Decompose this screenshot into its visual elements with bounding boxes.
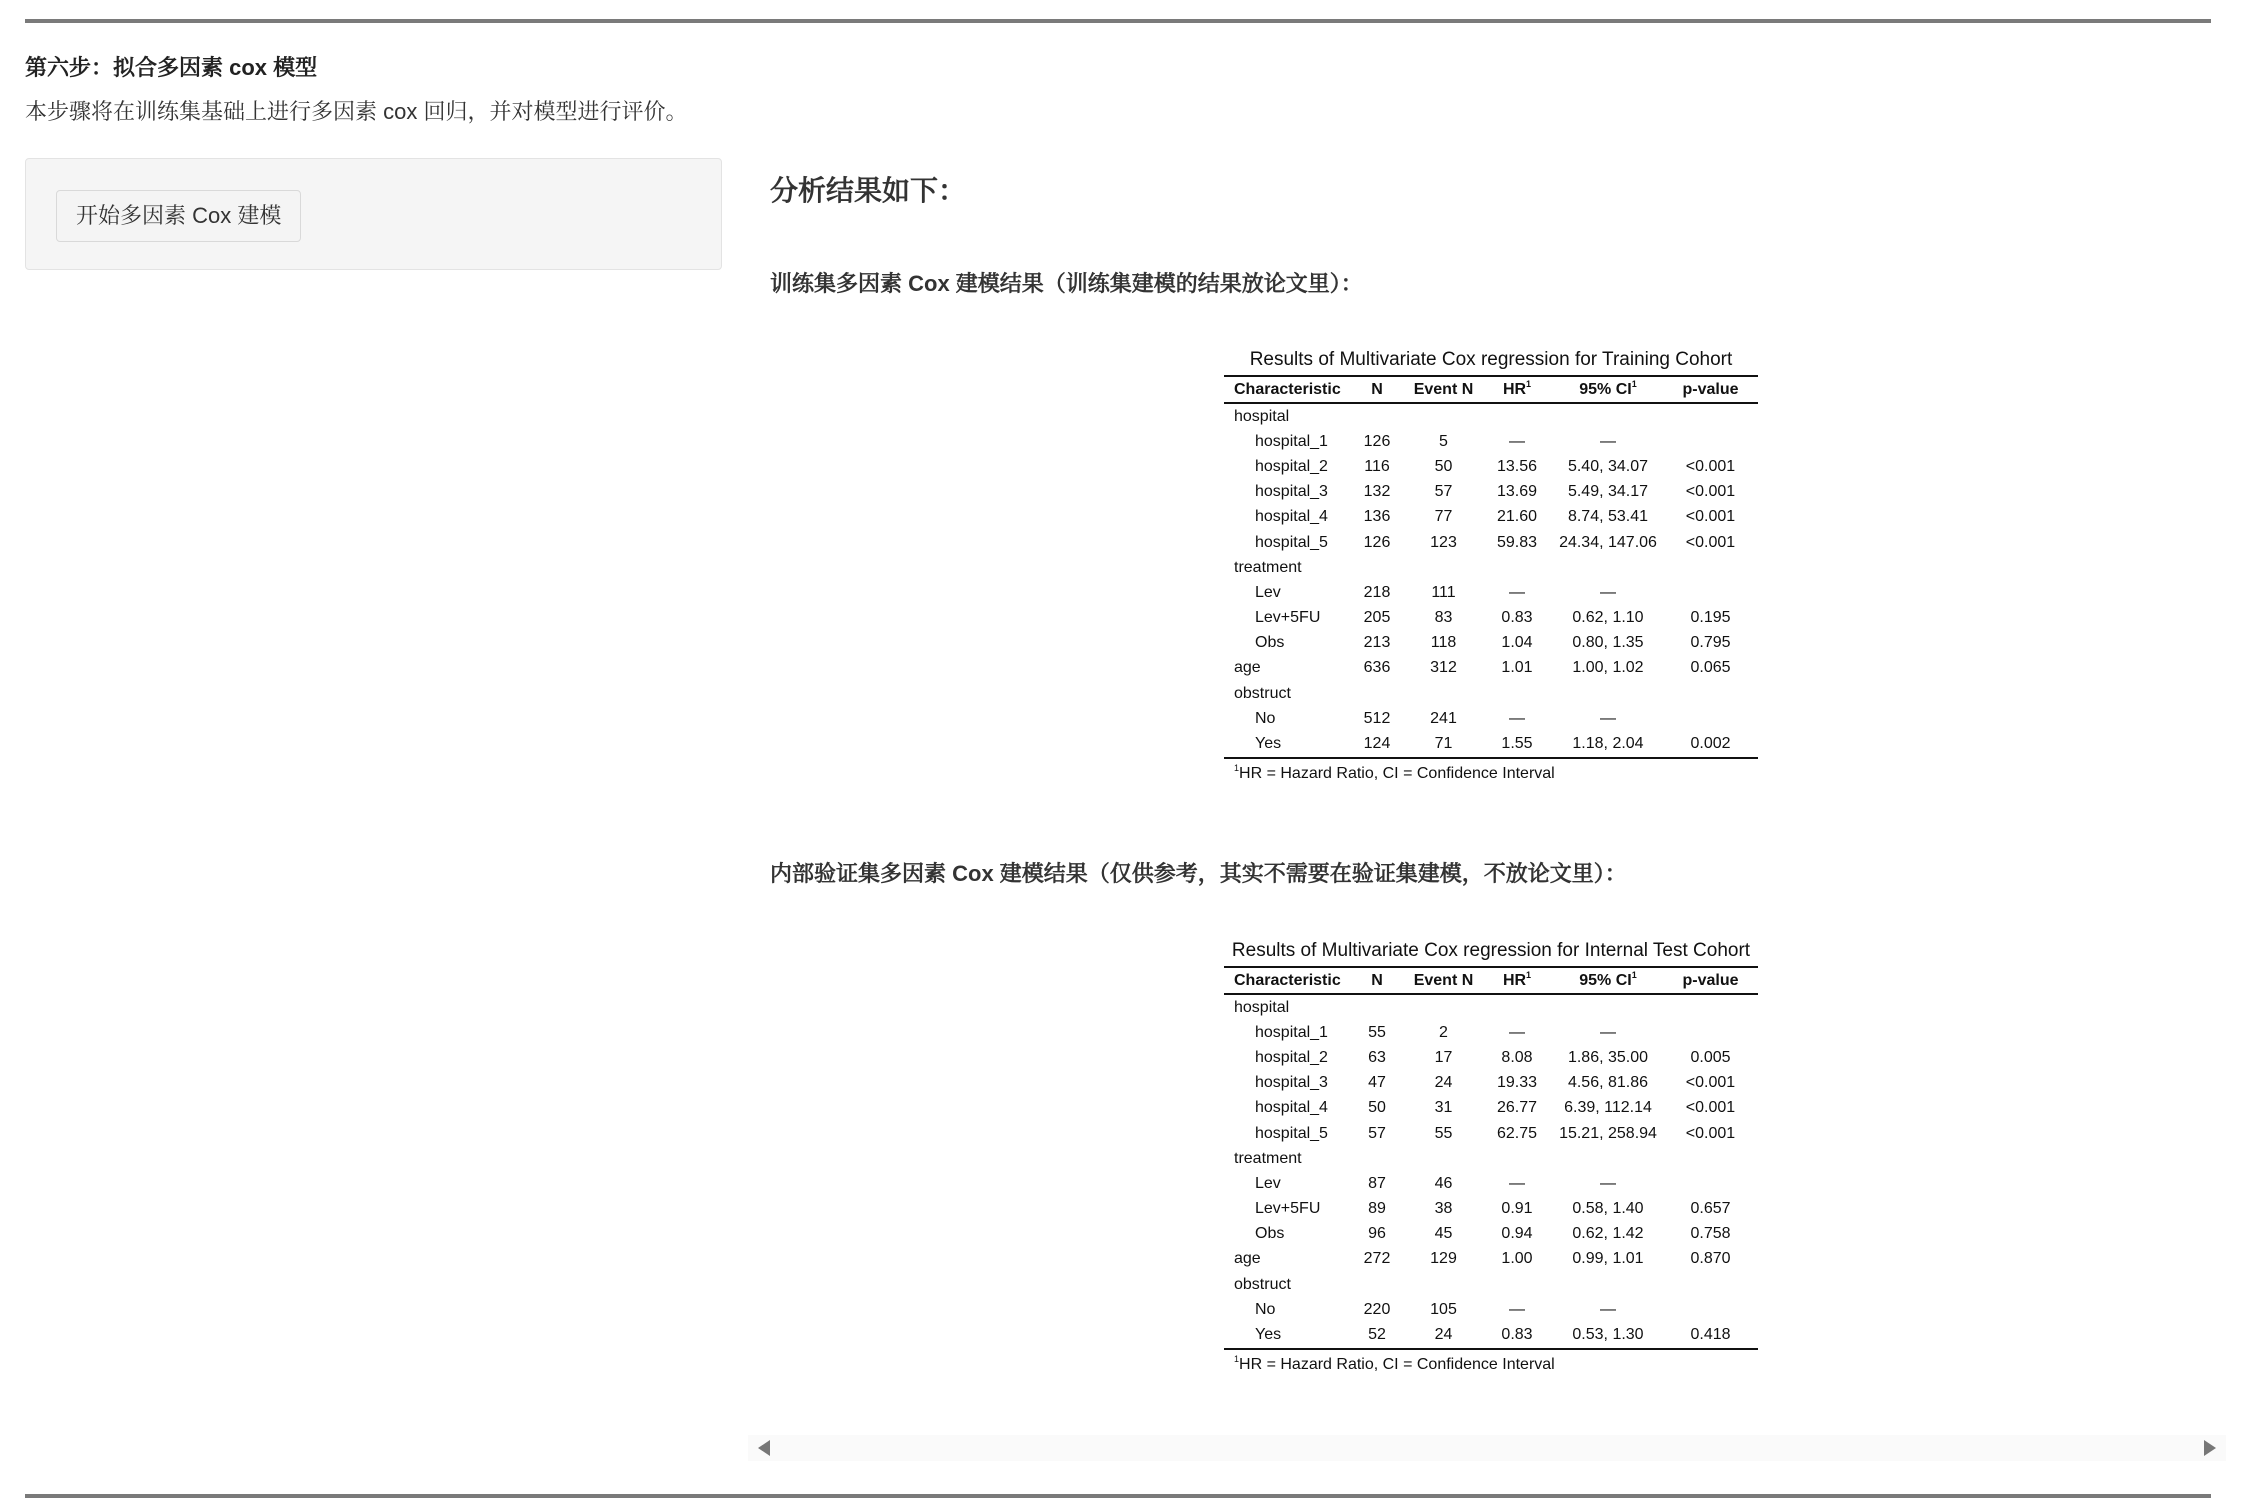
internal-table-footnote: $^1$HR = Hazard Ratio, CI = Confidence Interval [1234, 1353, 1555, 1373]
scroll-right-arrow-icon[interactable] [2204, 1440, 2216, 1456]
table-cell: hospital_3 [1255, 1074, 1328, 1092]
table-cell [1348, 1146, 1406, 1171]
table-cell: 124 [1363, 735, 1391, 753]
table-cell [1663, 580, 1758, 605]
table-cell: 52 [1368, 1326, 1386, 1344]
table-cell: 126 [1363, 432, 1391, 450]
table-cell: 24.34, 147.06 [1559, 533, 1657, 551]
table-cell [1348, 994, 1406, 1020]
table-cell: 8.74, 53.41 [1567, 508, 1649, 526]
table-cell: 55 [1434, 1124, 1453, 1142]
step-description: 本步骤将在训练集基础上进行多因素 cox 回归，并对模型进行评价。 [25, 99, 688, 124]
table-cell [1553, 1146, 1663, 1171]
table-cell: treatment [1234, 558, 1302, 576]
table-cell: 1.04 [1501, 634, 1533, 652]
table-cell: 83 [1434, 609, 1453, 627]
table-row [1224, 480, 1758, 505]
table-cell: 0.195 [1690, 609, 1731, 627]
table-row [1224, 505, 1758, 530]
table-cell: hospital_2 [1255, 1048, 1328, 1066]
table-cell: 45 [1434, 1225, 1453, 1243]
table-row [1224, 606, 1758, 631]
training-regression-table [1224, 375, 1758, 759]
table-cell: 0.83 [1501, 1326, 1533, 1344]
table-cell: <0.001 [1685, 1074, 1736, 1092]
table-cell: 111 [1431, 583, 1456, 601]
table-cell [1553, 1272, 1663, 1297]
table-cell: <0.001 [1685, 483, 1736, 501]
table-cell: 13.56 [1496, 457, 1538, 475]
table-cell: Obs [1255, 634, 1285, 652]
table-row [1224, 731, 1758, 757]
table-cell [1663, 429, 1758, 454]
internal-regression-table-block [1224, 936, 1758, 1374]
table-row [1224, 1121, 1758, 1146]
table-cell: 50 [1434, 457, 1453, 475]
table-cell: 123 [1430, 533, 1457, 551]
table-cell: 96 [1368, 1225, 1386, 1243]
internal-results-heading: 内部验证集多因素 Cox 建模结果（仅供参考，其实不需要在验证集建模，不放论文里）： [770, 861, 1627, 886]
table-cell: 46 [1434, 1174, 1453, 1192]
table-cell: 0.005 [1690, 1048, 1731, 1066]
table-cell: — [1509, 1300, 1525, 1318]
table-cell: 4.56, 81.86 [1567, 1074, 1649, 1092]
table-cell [1663, 1297, 1758, 1322]
table-cell: 17 [1434, 1048, 1453, 1066]
table-cell: 1.01 [1501, 659, 1533, 677]
table-cell: 0.99, 1.01 [1572, 1250, 1644, 1268]
table-cell: — [1509, 1023, 1525, 1041]
table-cell [1406, 403, 1481, 429]
table-cell [1663, 1171, 1758, 1196]
training-regression-table-block [1224, 345, 1758, 783]
header-characteristic: Characteristic [1234, 971, 1341, 989]
table-cell: 77 [1434, 508, 1453, 526]
table-row [1224, 656, 1758, 681]
header-n: N [1371, 380, 1383, 398]
table-row [1224, 1322, 1758, 1348]
table-cell: hospital_1 [1255, 432, 1328, 450]
table-cell: 15.21, 258.94 [1559, 1124, 1657, 1142]
training-table-footnote: $^1$HR = Hazard Ratio, CI = Confidence Interval [1234, 762, 1555, 782]
table-header-row [1224, 967, 1758, 994]
horizontal-scrollbar[interactable] [748, 1435, 2226, 1461]
table-row [1224, 706, 1758, 731]
table-cell [1663, 1146, 1758, 1171]
table-cell: 55 [1368, 1023, 1386, 1041]
table-cell: Yes [1255, 735, 1282, 753]
table-cell: <0.001 [1685, 1124, 1736, 1142]
table-cell: 136 [1363, 508, 1391, 526]
table-cell: 0.758 [1690, 1225, 1731, 1243]
table-row [1224, 1272, 1758, 1297]
table-cell [1406, 1272, 1481, 1297]
table-cell: 0.62, 1.10 [1572, 609, 1644, 627]
table-row [1224, 994, 1758, 1020]
table-cell [1481, 555, 1553, 580]
table-row [1224, 530, 1758, 555]
table-cell [1481, 403, 1553, 429]
table-cell: 71 [1434, 735, 1453, 753]
table-cell: 6.39, 112.14 [1564, 1099, 1652, 1117]
table-cell: — [1600, 1023, 1616, 1041]
table-cell [1406, 555, 1481, 580]
table-header-row [1224, 376, 1758, 403]
table-row [1224, 1222, 1758, 1247]
table-cell: age [1234, 659, 1261, 677]
table-cell: 636 [1363, 659, 1391, 677]
table-cell: 57 [1368, 1124, 1386, 1142]
table-cell: No [1255, 1300, 1276, 1318]
table-cell: 220 [1363, 1300, 1391, 1318]
table-cell: 50 [1368, 1099, 1386, 1117]
table-cell: treatment [1234, 1149, 1302, 1167]
table-cell: — [1509, 583, 1525, 601]
header-ci: 95% $CI^1$ [1579, 969, 1637, 989]
training-results-heading: 训练集多因素 Cox 建模结果（训练集建模的结果放论文里）： [770, 271, 1363, 296]
table-cell: 205 [1363, 609, 1391, 627]
table-cell: 132 [1363, 483, 1391, 501]
table-cell: — [1509, 432, 1525, 450]
table-cell: 1.00 [1501, 1250, 1533, 1268]
table-cell: — [1509, 709, 1525, 727]
table-cell: 13.69 [1496, 483, 1538, 501]
table-cell: 57 [1434, 483, 1453, 501]
table-cell: 47 [1368, 1074, 1386, 1092]
table-row [1224, 580, 1758, 605]
table-cell: 512 [1363, 709, 1391, 727]
table-cell [1481, 1272, 1553, 1297]
table-cell: 0.065 [1690, 659, 1731, 677]
table-cell: 21.60 [1496, 508, 1538, 526]
header-hr: $HR^1$ [1502, 969, 1532, 989]
table-cell: obstruct [1234, 684, 1291, 702]
table-cell: 0.002 [1690, 735, 1731, 753]
table-cell: No [1255, 709, 1276, 727]
table-cell [1481, 1146, 1553, 1171]
table-cell [1406, 994, 1481, 1020]
table-cell [1663, 681, 1758, 706]
table-cell [1348, 1272, 1406, 1297]
header-p-value: p-value [1682, 380, 1739, 398]
table-cell: age [1234, 1250, 1261, 1268]
table-cell: Obs [1255, 1225, 1285, 1243]
table-row [1224, 631, 1758, 656]
table-row [1224, 681, 1758, 706]
header-characteristic: Characteristic [1234, 380, 1341, 398]
table-row [1224, 1171, 1758, 1196]
table-cell: 0.58, 1.40 [1572, 1200, 1644, 1218]
table-row [1224, 1146, 1758, 1171]
internal-table-title: Results of Multivariate Cox regression for Internal Test Cohort [1231, 940, 1751, 961]
table-cell: — [1600, 583, 1616, 601]
table-row [1224, 1020, 1758, 1045]
table-cell [1553, 994, 1663, 1020]
table-cell: — [1600, 709, 1616, 727]
table-cell: 0.80, 1.35 [1572, 634, 1644, 652]
table-cell [1663, 1020, 1758, 1045]
table-cell [1406, 1146, 1481, 1171]
table-cell: hospital_3 [1255, 483, 1328, 501]
table-cell [1348, 681, 1406, 706]
table-cell: 105 [1430, 1300, 1457, 1318]
table-row [1224, 555, 1758, 580]
table-cell: 0.418 [1690, 1326, 1731, 1344]
table-cell: 24 [1434, 1326, 1453, 1344]
table-cell: 0.62, 1.42 [1572, 1225, 1644, 1243]
table-cell: 1.18, 2.04 [1572, 735, 1644, 753]
table-cell: 8.08 [1501, 1048, 1533, 1066]
table-cell: 31 [1434, 1099, 1453, 1117]
table-cell: — [1600, 432, 1616, 450]
table-cell: 118 [1430, 634, 1457, 652]
bottom-divider [25, 1494, 2211, 1498]
table-cell: hospital [1234, 998, 1290, 1016]
table-cell: 63 [1368, 1048, 1386, 1066]
table-row [1224, 429, 1758, 454]
header-n: N [1371, 971, 1383, 989]
table-cell: 116 [1364, 457, 1390, 475]
table-cell: — [1600, 1300, 1616, 1318]
table-cell: <0.001 [1685, 508, 1736, 526]
table-cell [1553, 403, 1663, 429]
table-row [1224, 1045, 1758, 1070]
table-cell: <0.001 [1685, 533, 1736, 551]
table-cell: 0.795 [1690, 634, 1731, 652]
table-cell [1481, 994, 1553, 1020]
table-cell [1348, 555, 1406, 580]
table-row [1224, 1071, 1758, 1096]
table-row [1224, 1247, 1758, 1272]
table-cell: 87 [1368, 1174, 1386, 1192]
table-cell: 0.657 [1690, 1200, 1731, 1218]
table-cell: 26.77 [1496, 1099, 1538, 1117]
table-row [1224, 1096, 1758, 1121]
training-table-title: Results of Multivariate Cox regression for Training Cohort [1249, 349, 1733, 370]
table-cell: Lev+5FU [1255, 609, 1321, 627]
table-cell: 59.83 [1496, 533, 1538, 551]
table-cell: Lev [1255, 1174, 1281, 1192]
table-row [1224, 1297, 1758, 1322]
table-cell: 2 [1439, 1023, 1448, 1041]
table-cell [1663, 994, 1758, 1020]
table-cell: hospital_5 [1255, 1124, 1328, 1142]
table-cell: hospital_2 [1255, 457, 1328, 475]
table-cell: 129 [1430, 1250, 1457, 1268]
table-cell [1663, 555, 1758, 580]
table-cell: 24 [1434, 1074, 1453, 1092]
table-cell: 0.94 [1501, 1225, 1533, 1243]
table-cell [1553, 681, 1663, 706]
table-cell: 1.86, 35.00 [1567, 1048, 1649, 1066]
table-cell: hospital [1234, 407, 1290, 425]
results-heading: 分析结果如下： [770, 175, 967, 206]
header-event-n: Event N [1413, 971, 1474, 989]
table-cell: Yes [1255, 1326, 1282, 1344]
table-cell: 1.55 [1501, 735, 1533, 753]
table-cell: 213 [1363, 634, 1391, 652]
table-cell [1553, 555, 1663, 580]
table-cell: hospital_5 [1255, 533, 1328, 551]
header-p-value: p-value [1682, 971, 1739, 989]
table-row [1224, 454, 1758, 479]
table-cell: hospital_1 [1255, 1023, 1328, 1041]
table-cell: Lev+5FU [1255, 1200, 1321, 1218]
header-hr: $HR^1$ [1502, 378, 1532, 398]
table-cell [1481, 681, 1553, 706]
table-cell [1663, 1272, 1758, 1297]
table-cell: hospital_4 [1255, 1099, 1328, 1117]
table-cell: <0.001 [1685, 457, 1736, 475]
top-divider [25, 19, 2211, 23]
table-cell: 38 [1434, 1200, 1453, 1218]
table-cell: 89 [1368, 1200, 1386, 1218]
table-cell: — [1509, 1174, 1525, 1192]
table-cell: 272 [1363, 1250, 1391, 1268]
table-cell: obstruct [1234, 1275, 1291, 1293]
table-cell: 62.75 [1496, 1124, 1538, 1142]
table-cell: 5.40, 34.07 [1567, 457, 1649, 475]
internal-regression-table [1224, 966, 1758, 1350]
header-ci: 95% $CI^1$ [1579, 378, 1637, 398]
table-cell: 0.870 [1690, 1250, 1731, 1268]
table-cell: 5 [1439, 432, 1448, 450]
table-cell: 218 [1363, 583, 1391, 601]
table-cell: Lev [1255, 583, 1281, 601]
table-cell: 0.53, 1.30 [1572, 1326, 1644, 1344]
scroll-left-arrow-icon[interactable] [758, 1440, 770, 1456]
table-cell: 241 [1430, 709, 1457, 727]
table-cell [1348, 403, 1406, 429]
table-cell: <0.001 [1685, 1099, 1736, 1117]
table-cell: 19.33 [1496, 1074, 1538, 1092]
table-cell: 126 [1363, 533, 1391, 551]
table-cell: 0.83 [1501, 609, 1533, 627]
table-cell [1406, 681, 1481, 706]
control-panel [25, 158, 722, 270]
table-cell: 5.49, 34.17 [1567, 483, 1649, 501]
table-cell: — [1600, 1174, 1616, 1192]
table-row [1224, 1197, 1758, 1222]
table-cell [1663, 403, 1758, 429]
table-cell: 312 [1430, 659, 1457, 677]
table-cell: hospital_4 [1255, 508, 1328, 526]
header-event-n: Event N [1413, 380, 1474, 398]
start-cox-modeling-button[interactable]: 开始多因素 Cox 建模 [56, 190, 301, 242]
table-cell: 1.00, 1.02 [1572, 659, 1644, 677]
table-cell [1663, 706, 1758, 731]
table-cell: 0.91 [1501, 1200, 1533, 1218]
table-row [1224, 403, 1758, 429]
step-title: 第六步：拟合多因素 cox 模型 [25, 55, 318, 80]
